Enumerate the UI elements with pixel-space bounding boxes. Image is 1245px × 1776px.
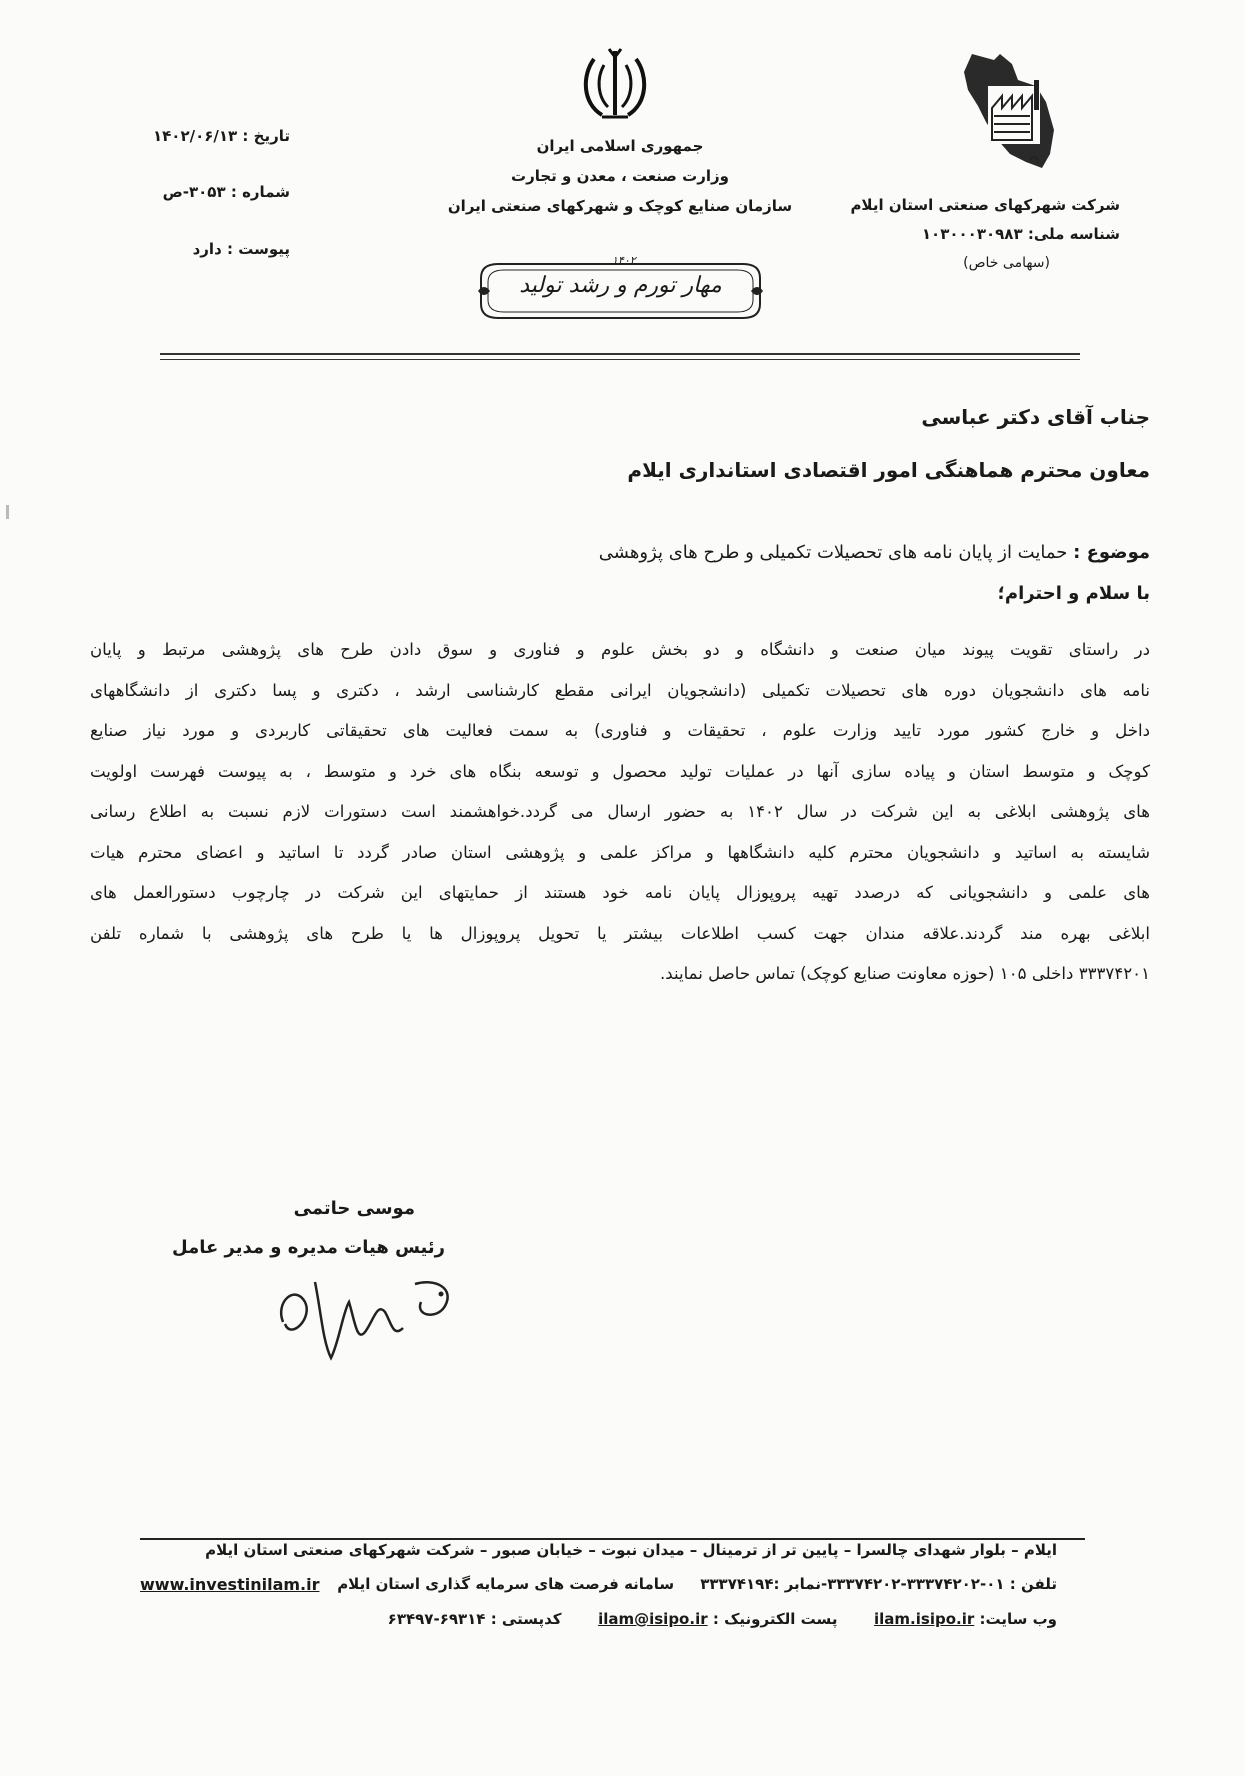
footer-divider <box>140 1538 1085 1540</box>
postal-label: کدپستی : <box>490 1610 562 1628</box>
handwritten-signature <box>265 1262 465 1372</box>
company-national-id: شناسه ملی: ۱۰۳۰۰۰۳۰۹۸۳ <box>921 225 1120 243</box>
letter-date: تاریخ : ۱۴۰۲/۰۶/۱۳ <box>153 127 290 145</box>
header-organization: سازمان صنایع کوچک و شهرکهای صنعتی ایران <box>447 197 793 215</box>
slogan-year: ۱۴۰۲ <box>612 254 636 267</box>
email-link[interactable]: ilam@isipo.ir <box>598 1610 708 1628</box>
addressee-name: جناب آقای دکتر عباسی <box>921 405 1150 429</box>
letter-number: شماره : ۳۰۵۳-ص <box>162 183 290 201</box>
postal-code: ۶۹۳۱۴-۶۳۴۹۷ <box>387 1610 486 1628</box>
subject <box>599 542 1150 563</box>
footer-phone-row <box>337 1575 1057 1593</box>
header-divider-bottom <box>160 359 1080 360</box>
company-name: شرکت شهرکهای صنعتی استان ایلام <box>850 196 1120 214</box>
subject-label: موضوع : <box>1073 542 1150 563</box>
greeting: با سلام و احترام؛ <box>997 583 1150 604</box>
signer-title: رئیس هیات مدیره و مدیر عامل <box>172 1237 445 1258</box>
footer-phone: تلفن : ۰۱-۳۳۳۷۴۲۰۲-۳۳۳۷۴۲۰۲-نمابر :۳۳۳۷۴۱۹۴ <box>700 1575 1057 1593</box>
header-divider-top <box>160 353 1080 355</box>
body-line: های پژوهشی ابلاغی به این شرکت در سال ۱۴۰۲ به حضور ارسال می گردد.خواهشمند است دستورات لازم نسبت به اطلاع رسانی <box>90 802 1150 821</box>
body-line: کوچک و متوسط استان و پیاده سازی آنها در عملیات تولید محصول و توسعه بنگاه های خرد و متوسط ، به پیوست فهرست اولویت <box>90 761 1150 781</box>
website-label: وب سایت: <box>979 1610 1057 1628</box>
body-line: نامه های دانشجویان دوره های تحصیلات تکمیلی (دانشجویان ایرانی مقطع کارشناسی ارشد ، دکتری و پسا دکتری از دانشگاههای <box>90 680 1150 700</box>
body-line: داخل و خارج کشور مورد تایید وزارت علوم ، تحقیقات و فناوری) به سمت فعالیت های تحقیقاتی کاربردی و مورد نیاز صنایع <box>90 721 1150 740</box>
signer-name: موسی حاتمی <box>293 1198 415 1219</box>
body-line: شایسته به اساتید و دانشجویان محترم کلیه دانشگاهها و مراکز علمی و پژوهشی استان صادر گردد تا اساتید و اعضای محترم هیات <box>90 842 1150 862</box>
letter-body <box>90 630 1150 995</box>
body-line: ۳۳۳۷۴۲۰۱ داخلی ۱۰۵ (حوزه معاونت صنایع کوچک) تماس حاصل نمایند. <box>659 964 1150 983</box>
footer-invest-label: سامانه فرصت های سرمایه گذاری استان ایلام <box>337 1575 675 1593</box>
footer-contact-row <box>388 1610 1057 1628</box>
company-type: (سهامی خاص) <box>963 255 1050 271</box>
invest-website-link[interactable]: www.investinilam.ir <box>140 1575 320 1594</box>
body-line: های علمی و دانشجویانی که درصدد تهیه پروپوزال پایان نامه خود هستند از حمایتهای این شرکت در چارچوب دستورالعمل های <box>90 883 1150 902</box>
addressee-title: معاون محترم هماهنگی امور اقتصادی استانداری ایلام <box>627 458 1150 482</box>
header-country: جمهوری اسلامی ایران <box>536 137 704 155</box>
scan-artifact <box>6 505 9 519</box>
email-label: پست الکترونیک : <box>712 1610 838 1628</box>
slogan-text: مهار تورم و رشد تولید <box>519 273 722 298</box>
footer-address: ایلام – بلوار شهدای چالسرا – پایین تر از ترمینال – میدان نبوت – خیابان صبور – شرکت شهرکهای صنعتی استان ایلام <box>205 1541 1057 1559</box>
body-line: ابلاغی بهره مند گردند.علاقه مندان جهت کسب اطلاعات بیشتر یا تحویل پروپوزال ها یا طرح های پژوهشی با شماره تلفن <box>90 923 1150 943</box>
subject-text: حمایت از پایان نامه های تحصیلات تکمیلی و طرح های پژوهشی <box>598 542 1068 563</box>
company-logo <box>960 50 1060 175</box>
body-line: در راستای تقویت پیوند میان صنعت و دانشگاه و دو بخش علوم و فناوری و سوق دادن طرح های پژوهشی مرتبط و پایان <box>90 640 1150 659</box>
website-link[interactable]: ilam.isipo.ir <box>874 1610 975 1628</box>
iran-emblem-icon <box>580 45 650 125</box>
letter-attachment: پیوست : دارد <box>192 240 290 258</box>
header-ministry: وزارت صنعت ، معدن و تجارت <box>511 167 729 185</box>
